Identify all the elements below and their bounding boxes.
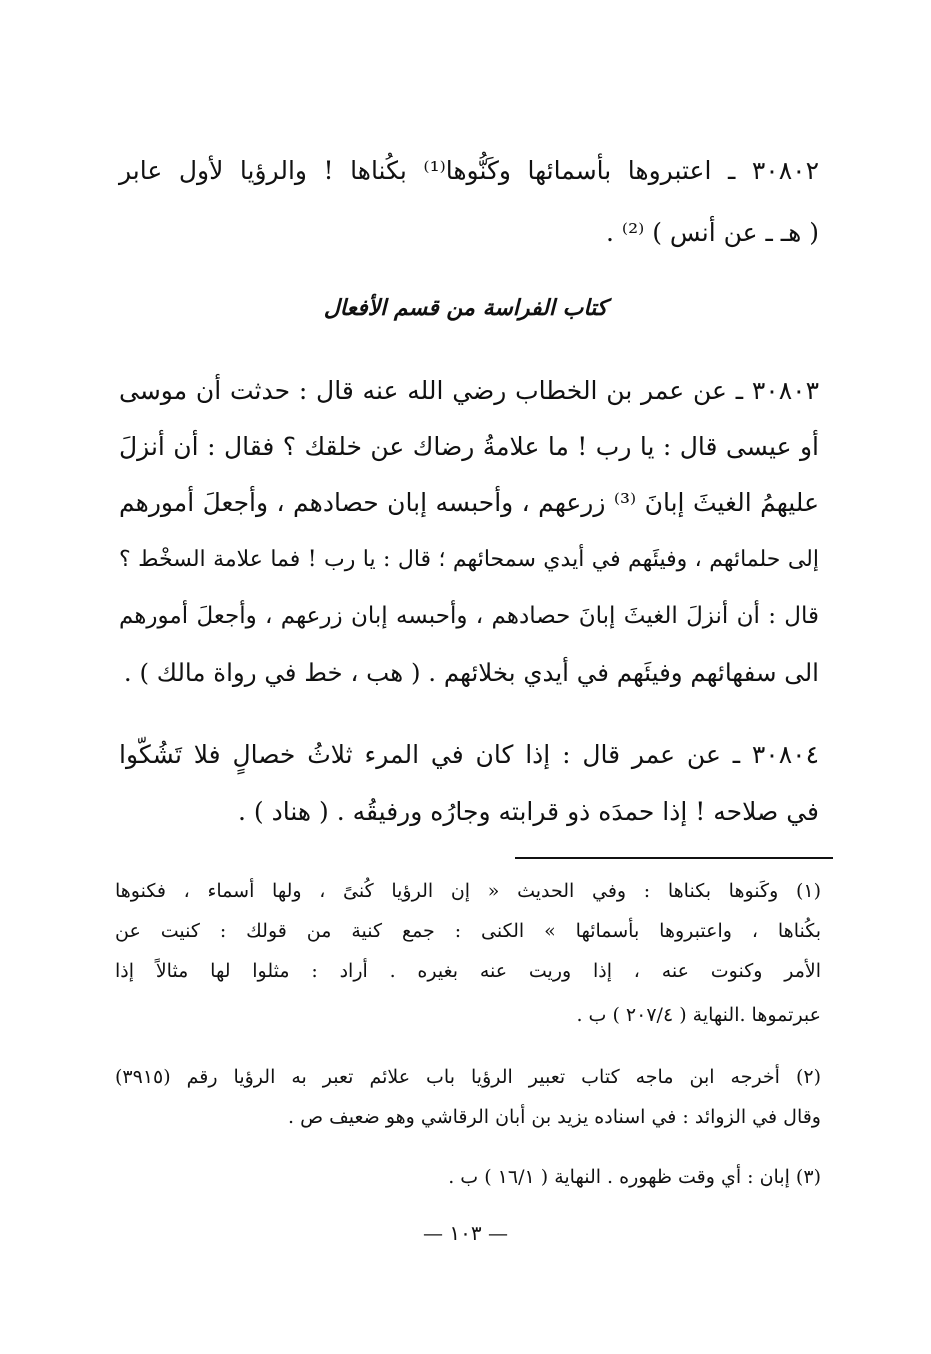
footnote-1-line-4: عبرتموها .النهاية ( ٢٠٧/٤ ) ب . [576,1004,821,1026]
hadith-30803-line-3: عليهمُ الغيثَ إبانَ ⁽³⁾ زرعهم ، وأحبسه إبان حصادهم ، وأجعلَ أمورهم [119,488,820,517]
footnote-1-line-3: الأمر وكنوت عنه ، إذا وريت عنه بغيره . أراد : مثلوا لها مثالاً إذا [115,960,821,982]
hadith-30803-line-4: إلى حلمائهم ، وفيئَهم في أيدي سمحائهم ؛ قال : يا رب ! فما علامة السخْط ؟ [119,547,819,572]
footnote-2-line-2: وقال في الزوائد : في اسناده يزيد بن أبان الرقاشي وهو ضعيف ص . [287,1106,821,1128]
footnote-divider [515,857,833,859]
page-number: — ١٠٣ — [423,1221,508,1245]
section-title: كتاب الفراسة من قسم الأفعال [323,295,608,321]
footnote-1-line-1: (١) وكَنوها بكناها : وفي الحديث « إن الرؤيا كُنىً ، ولها أسماء ، فكنوها [115,880,821,902]
footnote-2-line-1: (٢) أخرجه ابن ماجه كتاب تعبير الرؤيا باب علائم تعبر به الرؤيا رقم (٣٩١٥) [115,1066,821,1088]
footnote-3-line-1: (٣) إبان : أي وقت ظهوره . النهاية ( ١٦/١ ) ب . [448,1166,821,1188]
footnote-1-line-2: بكُناها ، واعتبروها بأسمائها » الكنى : جمع كنية من قولك : كنيت عن [115,920,821,942]
hadith-30802-line-1: ٣٠٨٠٢ ـ اعتبروها بأسمائها وكَنُّوها⁽¹⁾ بكُناها ! والرؤيا لأول عابر [119,156,819,185]
hadith-30803-line-1: ٣٠٨٠٣ ـ عن عمر بن الخطاب رضي الله عنه قال : حدثت أن موسى [119,376,819,405]
hadith-30803-line-5: قال : أن أنزلَ الغيثَ إبانَ حصادهم ، وأحبسه إبان زرعهم ، وأجعلَ أمورهم [119,603,819,629]
hadith-30804-line-2: في صلاحه ! إذا حمدَه ذو قرابته وجارُه ورفيقُه . ( هناد ) . [238,797,819,826]
hadith-30804-line-1: ٣٠٨٠٤ ـ عن عمر قال : إذا كان في المرء ثلاثُ خصالٍ فلا تَشُكّوا [119,740,819,769]
hadith-30802-line-2: ( هـ ـ عن أنس ) ⁽²⁾ . [606,218,819,247]
hadith-30803-line-2: أو عيسى قال : يا رب ! ما علامةُ رضاك عن خلقك ؟ فقال : أن أنزلَ [119,432,819,461]
hadith-30803-line-6: الى سفهائهم وفيئَهم في أيدي بخلائهم . ( هب ، خط في رواة مالك ) . [123,658,819,687]
